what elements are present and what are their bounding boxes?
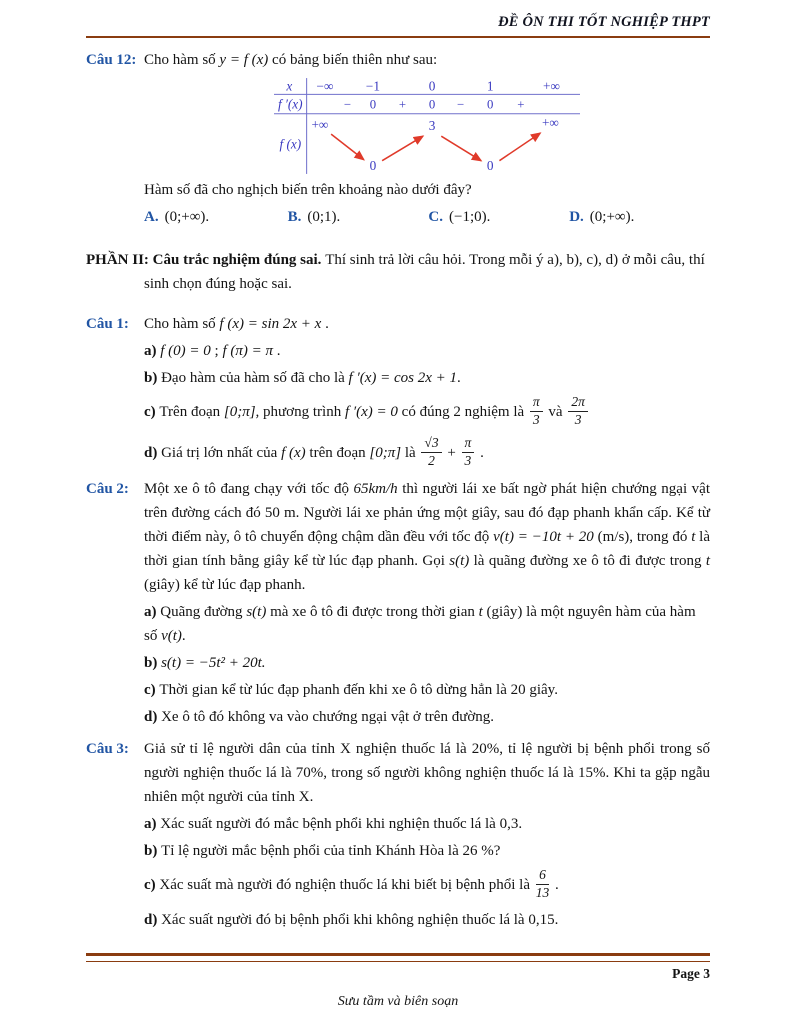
- fraction: [421, 436, 441, 469]
- decreasing-arrow: [441, 136, 481, 160]
- question-2-item-d: [144, 705, 710, 729]
- answer-options: [144, 205, 710, 230]
- text-run: b): [144, 655, 162, 672]
- text-run: mà xe ô tô đi được trong thời gian: [266, 604, 479, 621]
- option-c-letter: C.: [428, 209, 443, 225]
- text-run: là thời gian tính bằng giây kể từ lúc đạp phanh. Gọi: [144, 529, 711, 570]
- x-value: −∞: [316, 78, 334, 94]
- header-rule: [86, 36, 710, 38]
- question-2-body: [144, 477, 710, 729]
- question-1-item-c: [144, 396, 710, 429]
- f-value: 0: [486, 157, 494, 173]
- question-1-label: Câu 1:: [86, 316, 129, 332]
- fprime-sign: 0: [487, 97, 494, 112]
- fprime-sign: +: [398, 97, 407, 112]
- text-run: Xe ô tô đó không va vào chướng ngại vật ở trên đường.: [161, 709, 495, 726]
- text-run: trên đoạn: [305, 444, 370, 461]
- option-a: [144, 205, 288, 230]
- text-run: f (π) = π: [222, 343, 274, 359]
- option-b-letter: B.: [287, 209, 302, 225]
- question-3-item-c: [144, 869, 710, 902]
- fraction-denominator: 3: [532, 411, 540, 427]
- text-run: .: [273, 343, 281, 359]
- f-value: 0: [369, 157, 377, 173]
- fraction-denominator: 2: [428, 452, 435, 468]
- question-3-item-d: [144, 908, 710, 932]
- f-row-label: f (x): [279, 136, 302, 152]
- question-3: [86, 737, 710, 932]
- text-run: b): [144, 843, 162, 860]
- text-run: có bảng biến thiên như sau:: [268, 52, 438, 68]
- option-c: [428, 205, 569, 230]
- text-run: s(t): [449, 553, 470, 570]
- text-run: f (x): [281, 444, 306, 461]
- page-number: Page 3: [672, 966, 710, 981]
- fraction: [568, 395, 588, 428]
- x-value: 0: [428, 78, 436, 94]
- option-d: [569, 205, 710, 230]
- text-run: [0;π],: [223, 403, 260, 420]
- text-run: .: [181, 628, 186, 645]
- text-run: Thời gian kể từ lúc đạp phanh đến khi xe ô tô dừng hẳn là 20 giây.: [159, 682, 558, 699]
- fraction-denominator: 13: [535, 885, 550, 901]
- text-run: .: [321, 316, 329, 332]
- text-run: d): [144, 444, 162, 461]
- text-run: f (0) = 0: [160, 343, 211, 359]
- part2-heading: [86, 248, 710, 296]
- text-run: phương trình: [259, 403, 345, 420]
- text-run: Một xe ô tô đang chạy với tốc độ: [144, 481, 354, 498]
- question-1: [86, 312, 710, 469]
- question-1-item-a: [144, 339, 710, 363]
- question-1-item-d: [144, 434, 710, 470]
- increasing-arrow: [499, 133, 540, 161]
- text-run: Quãng đường: [160, 604, 247, 621]
- text-run: f ′(x) = 0: [344, 403, 398, 420]
- fraction-numerator: π: [462, 436, 475, 453]
- question-1-item-b: [144, 366, 710, 390]
- text-run: Cho hàm số: [144, 316, 220, 332]
- question-3-item-a: [144, 812, 710, 836]
- text-run: c): [144, 877, 160, 894]
- fprime-row-label: f ′(x): [278, 96, 303, 112]
- fprime-sign: −: [457, 97, 465, 112]
- text-run: s(t): [246, 604, 267, 621]
- text-run: t: [705, 553, 710, 570]
- text-run: a): [144, 343, 161, 359]
- text-run: và: [544, 403, 567, 420]
- text-run: f (x) = sin 2x + x: [219, 316, 322, 332]
- option-b-value: (0;1).: [307, 209, 341, 225]
- text-run: t: [478, 604, 483, 621]
- text-run: thì người lái xe bất ngờ phát hiện chướng ngại vật trên đường cách đó 50 m. Người lái xe phản ứng một giây, sau đó đạp phanh khẩn cấp. Kể từ thời điểm này, ô tô chuyển động chậm dần đều với tốc độ: [144, 481, 710, 546]
- text-run: d): [144, 709, 162, 726]
- variation-table: [144, 77, 710, 175]
- text-run: f ′(x) = cos 2x + 1: [348, 370, 458, 386]
- text-run: v(t) = −10t + 20: [493, 529, 594, 546]
- text-run: y = f (x): [219, 52, 269, 68]
- text-run: Giả sử tỉ lệ người dân của tỉnh X nghiện thuốc lá là 20%, tỉ lệ người bị bệnh phổi trong số người nghiện thuốc lá là 70%, trong số người không nghiện thuốc lá là 15%. Khi ta gặp ngẫu nhiên một người của tỉnh X.: [144, 741, 710, 806]
- option-d-letter: D.: [569, 209, 584, 225]
- question-2: [86, 477, 710, 729]
- text-run: a): [144, 604, 161, 621]
- x-value: 1: [486, 78, 494, 94]
- text-run: Đạo hàm của hàm số đã cho là: [161, 370, 349, 386]
- text-run: Trên đoạn: [159, 403, 224, 420]
- fraction: [536, 868, 550, 901]
- variation-table-svg: [274, 77, 580, 175]
- fraction-numerator: 6: [536, 868, 550, 885]
- text-run: .: [476, 444, 484, 461]
- fprime-sign: 0: [428, 97, 436, 112]
- text-run: Giá trị lớn nhất của: [161, 444, 282, 461]
- text-run: (m/s), trong đó: [593, 529, 692, 546]
- fprime-sign: 0: [369, 97, 377, 112]
- text-run: (giây) là một nguyên hàm của hàm số: [144, 604, 696, 645]
- text-run: +: [443, 444, 460, 461]
- question-2-label: Câu 2:: [86, 481, 129, 498]
- question-2-item-c: [144, 678, 710, 702]
- question-2-item-b: [144, 651, 710, 675]
- text-run: Cho hàm số: [144, 52, 220, 68]
- text-run: v(t): [161, 628, 182, 645]
- text-run: Xác suất mà người đó nghiện thuốc lá khi biết bị bệnh phổi là: [159, 877, 534, 894]
- x-value: +∞: [542, 78, 560, 94]
- fraction-numerator: √3: [421, 436, 441, 453]
- fraction: [530, 395, 543, 428]
- text-run: [0;π]: [369, 444, 402, 461]
- option-a-value: (0;+∞).: [164, 209, 210, 225]
- text-run: b): [144, 370, 162, 386]
- question-3-item-b: [144, 839, 710, 863]
- fraction-numerator: π: [530, 395, 543, 412]
- question-12-intro: [144, 48, 710, 72]
- question-1-body: [144, 312, 710, 469]
- x-value: −1: [365, 78, 380, 94]
- fraction-denominator: 3: [464, 452, 472, 468]
- text-run: có đúng 2 nghiệm là: [397, 403, 528, 420]
- f-value: +∞: [311, 117, 329, 133]
- text-run: Xác suất người đó bị bệnh phổi khi không nghiện thuốc lá là 0,15.: [161, 912, 559, 929]
- option-a-letter: A.: [144, 209, 159, 225]
- fprime-sign: +: [517, 97, 525, 112]
- question-12-body: [144, 48, 710, 230]
- question-12: [86, 48, 710, 230]
- page-header: [86, 14, 710, 38]
- text-run: .: [457, 370, 461, 386]
- question-3-body: [144, 737, 710, 932]
- option-c-value: (−1;0).: [449, 209, 491, 225]
- question-12-label: Câu 12:: [86, 52, 137, 68]
- footer-rule: [86, 953, 710, 962]
- question-2-intro: [144, 477, 710, 597]
- text-run: Tỉ lệ người mắc bệnh phổi của tỉnh Khánh Hòa là 26 %?: [161, 843, 501, 860]
- text-run: a): [144, 816, 161, 833]
- text-run: d): [144, 912, 162, 929]
- text-run: .: [551, 877, 559, 894]
- text-run: PHẦN II: Câu trắc nghiệm đúng sai.: [86, 252, 326, 268]
- text-run: là: [401, 444, 420, 461]
- question-1-intro: [144, 312, 710, 336]
- question-3-intro: [144, 737, 710, 809]
- f-value: +∞: [541, 115, 559, 131]
- text-run: (giây) kể từ lúc đạp phanh.: [144, 577, 306, 594]
- text-run: ;: [210, 343, 223, 359]
- option-b: [288, 205, 429, 230]
- f-value: 3: [428, 118, 436, 134]
- text-run: là quãng đường xe ô tô đi được trong: [469, 553, 706, 570]
- question-12-stem: Hàm số đã cho nghịch biến trên khoảng nào dưới đây?: [144, 182, 472, 198]
- fraction-denominator: 3: [574, 411, 582, 427]
- text-run: Xác suất người đó mắc bệnh phổi khi nghiện thuốc lá là 0,3.: [160, 816, 523, 833]
- question-2-item-a: [144, 600, 710, 648]
- page-footer: [86, 953, 710, 1010]
- text-run: s(t) = −5t² + 20t.: [161, 655, 266, 672]
- text-run: Thí sinh trả lời câu hỏi. Trong mỗi ý a), b), c), d) ở mỗi câu, thí sinh chọn đúng hoặc sai.: [144, 252, 705, 292]
- text-run: t: [691, 529, 696, 546]
- text-run: c): [144, 403, 160, 420]
- decreasing-arrow: [331, 134, 364, 160]
- increasing-arrow: [382, 136, 423, 160]
- fprime-sign: −: [343, 97, 352, 112]
- footer-credit: Sưu tầm và biên soạn: [337, 994, 459, 1009]
- header-title: ĐỀ ÔN THI TỐT NGHIỆP THPT: [498, 14, 710, 30]
- fraction: [462, 436, 475, 469]
- text-run: c): [144, 682, 160, 699]
- text-run: 65km/h: [353, 481, 398, 498]
- question-3-label: Câu 3:: [86, 741, 129, 758]
- fraction-numerator: 2π: [568, 395, 588, 412]
- option-d-value: (0;+∞).: [589, 209, 635, 225]
- x-row-label: x: [286, 78, 293, 94]
